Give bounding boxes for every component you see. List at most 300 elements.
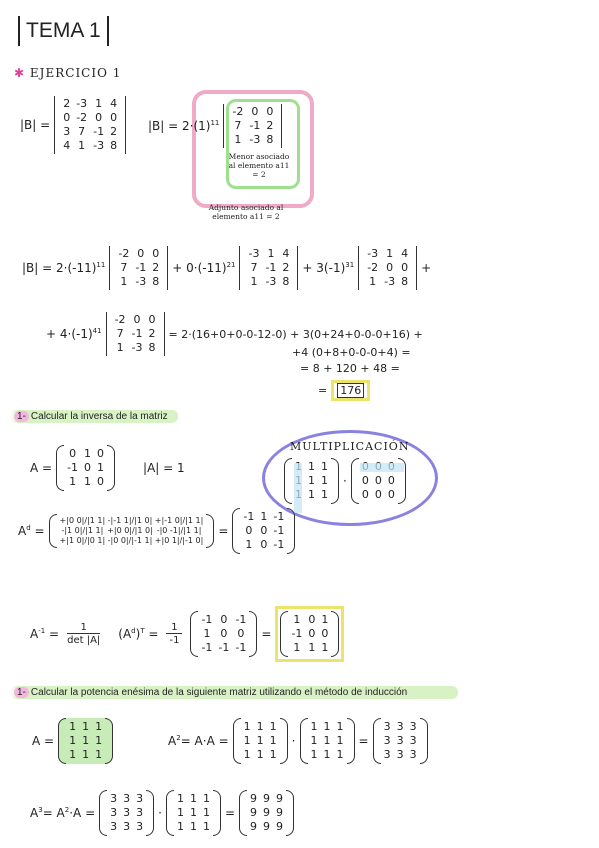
matrix-cell: 0 bbox=[386, 261, 394, 274]
a3-right-matrix bbox=[166, 790, 221, 836]
matrix-cell: -1 bbox=[291, 627, 303, 640]
matrix-cell: 3 bbox=[409, 748, 417, 761]
matrix-cell: 1 bbox=[116, 341, 124, 354]
frac2-num: 1 bbox=[171, 622, 178, 633]
matrix-cell: 1 bbox=[267, 247, 275, 260]
matrix-cell: 3 bbox=[409, 734, 417, 747]
adT-sup: d bbox=[131, 627, 136, 635]
matrix-cell: 3 bbox=[110, 792, 118, 805]
matrix-cell: 1 bbox=[189, 806, 197, 819]
matrix-cell: 8 bbox=[110, 139, 118, 152]
dot-operator-3: · bbox=[158, 806, 162, 820]
matrix-cell: 0 bbox=[69, 447, 77, 460]
exercise-number-badge-2: 1- bbox=[14, 687, 29, 698]
page-title: TEMA 1 bbox=[18, 16, 109, 46]
ad-label: A bbox=[18, 524, 27, 538]
equals-sign: = bbox=[318, 384, 328, 397]
matrix-cell: 1 bbox=[269, 734, 277, 747]
matrix-cell: 0 bbox=[401, 261, 409, 274]
matrix-cell: 3 bbox=[396, 748, 404, 761]
adjoint-result-matrix bbox=[232, 508, 295, 554]
matrix-cell: 1 bbox=[84, 475, 92, 488]
matrix-row bbox=[66, 734, 105, 748]
term-4: + 4·(-1) bbox=[46, 327, 93, 341]
matrix-cell: 1 bbox=[323, 748, 331, 761]
power-heading-text: Calcular la potencia enésima de la siguiente matriz utilizando el método de inducción bbox=[30, 687, 408, 698]
matrix-cell: -1 bbox=[265, 261, 277, 274]
matrix-row bbox=[288, 627, 331, 641]
matrix-cell: 1 bbox=[234, 133, 242, 146]
matrix-row bbox=[107, 806, 146, 820]
matrix-row bbox=[59, 536, 205, 546]
matrix-cell: 1 bbox=[243, 748, 251, 761]
result-line-1: = 2·(16+0+0-0-12-0) + 3(0+24+0-0-0+16) + bbox=[168, 327, 423, 341]
matrix-cell: 1 bbox=[243, 720, 251, 733]
matrix-cell: 1 bbox=[256, 720, 264, 733]
matrix-row bbox=[241, 748, 280, 762]
matrix-cell: 2 bbox=[110, 125, 118, 138]
fraction-1 bbox=[67, 622, 100, 646]
matrix-cell: 4 bbox=[282, 247, 290, 260]
matrix-cell: 1 bbox=[95, 734, 103, 747]
cofactor-matrix-1 bbox=[109, 246, 168, 290]
matrix-cell: 0 bbox=[152, 247, 160, 260]
plus-sign: + bbox=[421, 261, 432, 275]
adT-close: ) bbox=[135, 627, 141, 641]
matrix-cell: -3 bbox=[131, 341, 143, 354]
matrix-cell: -2 bbox=[232, 105, 244, 118]
matrix-row bbox=[107, 792, 146, 806]
matrix-row bbox=[364, 247, 411, 261]
matrix-row bbox=[198, 641, 249, 655]
matrix-cell: 8 bbox=[282, 275, 290, 288]
matrix-cell: 7 bbox=[78, 125, 86, 138]
matrix-cell: 1 bbox=[293, 613, 301, 626]
matrix-cell: 1 bbox=[336, 748, 344, 761]
frac1-den: det |A| bbox=[67, 635, 101, 646]
matrix-cell: 0 bbox=[361, 474, 369, 487]
equals-sign-5: = bbox=[224, 806, 236, 820]
a2-rhs: = A·A = bbox=[180, 734, 229, 748]
a3-result-matrix bbox=[239, 790, 294, 836]
matrix-cell: 0 bbox=[308, 627, 316, 640]
matrix-cell: -1 bbox=[201, 641, 213, 654]
a2-sup: 2 bbox=[176, 734, 181, 742]
matrix-row bbox=[245, 261, 292, 275]
matrix-cell: -1 bbox=[235, 641, 247, 654]
matrix-cell: -1 bbox=[273, 510, 285, 523]
matrix-row bbox=[247, 820, 286, 834]
matrix-cell: 1 bbox=[78, 139, 86, 152]
matrix-row bbox=[229, 105, 276, 119]
power-heading bbox=[10, 686, 458, 699]
matrix-cell: 1 bbox=[321, 474, 328, 487]
matrix-row bbox=[107, 820, 146, 834]
inv-label: A bbox=[30, 627, 39, 641]
multiplication-title: MULTIPLICACIÓN bbox=[290, 440, 410, 453]
matrix-cell: 9 bbox=[250, 806, 258, 819]
t3-exp: 31 bbox=[345, 261, 355, 269]
matrix-cell: +|0 0|/|1 0| bbox=[107, 526, 153, 535]
a3-rhs: ·A = bbox=[69, 806, 96, 820]
a3-mid: = A bbox=[42, 806, 65, 820]
matrix-cell: -3 bbox=[367, 247, 379, 260]
matrix-row bbox=[198, 613, 249, 627]
asterisk-icon: ✱ bbox=[14, 66, 26, 80]
matrix-cell: 1 bbox=[189, 792, 197, 805]
matrix-cell: 1 bbox=[69, 734, 77, 747]
matrix-cell: 0 bbox=[321, 627, 329, 640]
matrix-row bbox=[59, 516, 205, 526]
a-matrix bbox=[56, 445, 115, 491]
matrix-cell: 1 bbox=[69, 720, 77, 733]
matrix-row bbox=[66, 720, 105, 734]
matrix-cell: 1 bbox=[176, 820, 184, 833]
matrix-cell: -2 bbox=[76, 111, 88, 124]
matrix-cell: 3 bbox=[383, 734, 391, 747]
matrix-cell: 9 bbox=[276, 820, 284, 833]
a2-result-matrix bbox=[373, 718, 428, 764]
matrix-cell: 2 bbox=[63, 97, 71, 110]
matrix-row bbox=[60, 97, 120, 111]
expansion-lead: |B| = 2·(-11) bbox=[22, 261, 97, 275]
matrix-cell: 1 bbox=[269, 720, 277, 733]
determinant-result: 176 bbox=[337, 383, 364, 398]
matrix-cell: -1 bbox=[243, 510, 255, 523]
matrix-cell: -2 bbox=[114, 313, 126, 326]
matrix-cell: 1 bbox=[82, 720, 90, 733]
matrix-row bbox=[60, 125, 120, 139]
matrix-cell: 2 bbox=[266, 119, 274, 132]
matrix-row bbox=[60, 111, 120, 125]
matrix-cell: 3 bbox=[123, 806, 131, 819]
matrix-row bbox=[245, 247, 292, 261]
adjoint-note: Adjunto asociado al elemento a11 = 2 bbox=[208, 203, 284, 221]
matrix-row bbox=[240, 538, 287, 552]
adjoint-matrix: $A^d$ = +|0 0|/|1 1| -|-1 1|/|1 0| +|-1 0|/|1 1| -|1 0|/|1 1| +|0 0|/|1 0| -|0 -1|/|1 1| +|1 0|/|0 1| -|0 0|/|-1 1| +|0 1|/|-1 0| = -1 1 -1 0 0 -1 1 0 -1 bbox=[18, 508, 295, 554]
matrix-cell: -1 bbox=[131, 327, 143, 340]
matrix-cell: -1 bbox=[93, 125, 105, 138]
matrix-cell: -3 bbox=[93, 139, 105, 152]
matrix-cell: -|0 -1|/|1 1| bbox=[156, 526, 202, 535]
matrix-cell: 1 bbox=[95, 720, 103, 733]
matrix-cell: 1 bbox=[82, 734, 90, 747]
matrix-row bbox=[60, 139, 120, 153]
matrix-cell: 7 bbox=[250, 261, 258, 274]
matrix-cell: 8 bbox=[148, 341, 156, 354]
ad-sup: d bbox=[26, 524, 31, 532]
matrix-cell: 0 bbox=[84, 461, 92, 474]
matrix-cell: 9 bbox=[276, 806, 284, 819]
matrix-cell: 0 bbox=[220, 613, 228, 626]
matrix-row bbox=[247, 792, 286, 806]
matrix-cell: 3 bbox=[383, 720, 391, 733]
matrix-cell: 0 bbox=[133, 313, 141, 326]
matrix-row bbox=[229, 133, 276, 147]
matrix-row bbox=[59, 526, 205, 536]
equals-sign-3: = bbox=[261, 627, 272, 641]
matrix-cell: 1 bbox=[321, 613, 329, 626]
dot-operator: · bbox=[343, 474, 347, 488]
matrix-row bbox=[112, 341, 159, 355]
matrix-cell: 0 bbox=[63, 111, 71, 124]
cofactor-matrix-3 bbox=[358, 246, 417, 290]
matrix-cell: 0 bbox=[97, 447, 105, 460]
a-cubed-row bbox=[30, 790, 294, 836]
column-highlight bbox=[294, 463, 302, 513]
matrix-cell: 0 bbox=[251, 105, 259, 118]
matrix-cell: 0 bbox=[137, 247, 145, 260]
matrix-cell: 8 bbox=[401, 275, 409, 288]
matrix-cell: 1 bbox=[293, 641, 301, 654]
minor-note: Menor asociado al elemento a11 = 2 bbox=[228, 152, 290, 179]
matrix-cell: 3 bbox=[110, 820, 118, 833]
matrix-cell: 8 bbox=[152, 275, 160, 288]
matrix-row bbox=[364, 261, 411, 275]
matrix-cell: 1 bbox=[308, 474, 315, 487]
det-a: |A| = 1 bbox=[143, 461, 185, 475]
inverse-formula: $A^{-1}$ = 1 det |A| $(A^d)^T$ = $\frac{1}{-1}$ -1 0 -1 1 0 0 -1 -1 -1 = 1 0 1 -1 0 0 1 1 1 bbox=[30, 606, 344, 662]
result-line-3: = 8 + 120 + 48 = bbox=[300, 362, 400, 375]
matrix-cell: 1 bbox=[310, 734, 318, 747]
matrix-cell: 1 bbox=[250, 275, 258, 288]
matrix-cell: -1 bbox=[273, 524, 285, 537]
result-line-2: +4 (0+8+0-0-0+4) = bbox=[292, 346, 411, 359]
matrix-row bbox=[66, 748, 105, 762]
matrix-cell: 1 bbox=[82, 748, 90, 761]
power-matrix-a bbox=[32, 718, 113, 764]
matrix-cell: -3 bbox=[135, 275, 147, 288]
matrix-cell: 0 bbox=[148, 313, 156, 326]
mult-left-matrix bbox=[284, 458, 339, 504]
matrix-cell: 1 bbox=[269, 748, 277, 761]
matrix-cell: 9 bbox=[263, 806, 271, 819]
matrix-row bbox=[359, 474, 398, 488]
matrix-cell: -1 bbox=[249, 119, 261, 132]
matrix-cell: 0 bbox=[260, 524, 268, 537]
matrix-cell: 9 bbox=[263, 820, 271, 833]
matrix-cell: -1 bbox=[201, 613, 213, 626]
matrix-cell: 3 bbox=[409, 720, 417, 733]
matrix-cell: 1 bbox=[120, 275, 128, 288]
matrix-cell: 1 bbox=[69, 475, 77, 488]
matrix-row bbox=[240, 510, 287, 524]
matrix-cell: 3 bbox=[110, 806, 118, 819]
matrix-cell: -|1 0|/|1 1| bbox=[61, 526, 104, 535]
matrix-cell: 1 bbox=[260, 510, 268, 523]
inverse-heading-text: Calcular la inversa de la matriz bbox=[30, 411, 168, 422]
matrix-cell: 2 bbox=[282, 261, 290, 274]
matrix-row bbox=[115, 261, 162, 275]
a-squared-row bbox=[168, 718, 428, 764]
t4-exp: 41 bbox=[92, 327, 102, 335]
matrix-row bbox=[115, 247, 162, 261]
final-result bbox=[318, 380, 370, 401]
matrix-cell: 1 bbox=[84, 447, 92, 460]
matrix-cell: 0 bbox=[308, 613, 316, 626]
matrix-row bbox=[288, 641, 331, 655]
matrix-cell: -1 bbox=[67, 461, 79, 474]
matrix-a bbox=[30, 445, 185, 491]
matrix-row bbox=[381, 748, 420, 762]
matrix-row bbox=[288, 613, 331, 627]
matrix-cell: 3 bbox=[383, 748, 391, 761]
matrix-cell: 1 bbox=[95, 97, 103, 110]
inverse-heading bbox=[10, 410, 178, 423]
matrix-cell: 1 bbox=[336, 720, 344, 733]
matrix-cell: -2 bbox=[118, 247, 130, 260]
matrix-cell: 3 bbox=[136, 792, 144, 805]
matrix-cell: 7 bbox=[234, 119, 242, 132]
b-matrix bbox=[54, 96, 126, 154]
transpose-matrix bbox=[190, 611, 257, 657]
matrix-row bbox=[364, 275, 411, 289]
matrix-row bbox=[64, 475, 107, 489]
matrix-cell: 4 bbox=[110, 97, 118, 110]
matrix-cell: 1 bbox=[176, 806, 184, 819]
cofactor-matrix-2 bbox=[239, 246, 298, 290]
matrix-cell: 1 bbox=[245, 538, 253, 551]
matrix-cell: -1 bbox=[135, 261, 147, 274]
matrix-cell: 3 bbox=[136, 806, 144, 819]
matrix-cell: 1 bbox=[308, 460, 315, 473]
matrix-cell: 3 bbox=[136, 820, 144, 833]
matrix-cell: 0 bbox=[260, 538, 268, 551]
matrix-cell: 0 bbox=[387, 474, 395, 487]
matrix-cell: 1 bbox=[97, 461, 105, 474]
matrix-row bbox=[245, 275, 292, 289]
matrix-cell: 0 bbox=[220, 627, 228, 640]
matrix-cell: 1 bbox=[202, 792, 210, 805]
b-label: |B| = bbox=[20, 118, 51, 132]
matrix-cell: -3 bbox=[76, 97, 88, 110]
step-exponent: 11 bbox=[210, 119, 220, 127]
cofactor-grid bbox=[49, 514, 215, 548]
matrix-row bbox=[64, 461, 107, 475]
expansion-row bbox=[22, 246, 431, 290]
matrix-cell: 8 bbox=[266, 133, 274, 146]
matrix-row bbox=[241, 720, 280, 734]
matrix-cell: 2 bbox=[148, 327, 156, 340]
frac2-den: -1 bbox=[166, 633, 182, 646]
matrix-cell: 1 bbox=[256, 748, 264, 761]
term-3: + 3(-1) bbox=[302, 261, 346, 275]
matrix-cell: 1 bbox=[308, 488, 315, 501]
matrix-cell: 3 bbox=[123, 792, 131, 805]
adT-open: (A bbox=[118, 627, 132, 641]
matrix-cell: 7 bbox=[116, 327, 124, 340]
step-label: |B| = 2·(1) bbox=[148, 119, 211, 133]
matrix-cell: 0 bbox=[110, 111, 118, 124]
equals-sign-2: = bbox=[218, 524, 229, 538]
matrix-cell: -1 bbox=[273, 538, 285, 551]
matrix-row bbox=[198, 627, 249, 641]
matrix-cell: 0 bbox=[387, 488, 395, 501]
matrix-cell: -3 bbox=[384, 275, 396, 288]
matrix-row bbox=[174, 792, 213, 806]
a3-left-matrix bbox=[99, 790, 154, 836]
matrix-cell: 0 bbox=[361, 488, 369, 501]
matrix-row bbox=[359, 488, 398, 502]
a2-right-matrix bbox=[300, 718, 355, 764]
dot-operator-2: · bbox=[291, 734, 296, 748]
lead-exp: 11 bbox=[96, 261, 106, 269]
matrix-cell: +|1 0|/|0 1| bbox=[59, 536, 106, 545]
matrix-cell: 1 bbox=[386, 247, 394, 260]
matrix-cell: -1 bbox=[235, 613, 247, 626]
matrix-row bbox=[115, 275, 162, 289]
matrix-cell: 1 bbox=[95, 748, 103, 761]
exercise-number-badge: 1- bbox=[14, 411, 29, 422]
matrix-row bbox=[240, 524, 287, 538]
matrix-cell: 4 bbox=[401, 247, 409, 260]
matrix-cell: 4 bbox=[63, 139, 71, 152]
matrix-cell: 3 bbox=[396, 720, 404, 733]
exercise-title: EJERCICIO 1 bbox=[29, 66, 122, 80]
a2-left-matrix bbox=[233, 718, 288, 764]
matrix-cell: -2 bbox=[367, 261, 379, 274]
matrix-cell: 1 bbox=[176, 792, 184, 805]
minor-matrix bbox=[223, 104, 282, 148]
matrix-cell: 9 bbox=[263, 792, 271, 805]
matrix-cell: 9 bbox=[250, 792, 258, 805]
matrix-row bbox=[241, 734, 280, 748]
term-2: + 0·(-11) bbox=[172, 261, 227, 275]
matrix-row bbox=[112, 327, 159, 341]
matrix-cell: 9 bbox=[276, 792, 284, 805]
matrix-cell: 3 bbox=[63, 125, 71, 138]
matrix-cell: 1 bbox=[202, 820, 210, 833]
power-a-label: A = bbox=[32, 734, 55, 748]
row-highlight bbox=[360, 463, 404, 472]
matrix-cell: -|0 0|/|-1 1| bbox=[107, 536, 153, 545]
adjoint-step bbox=[148, 104, 282, 148]
matrix-cell: 0 bbox=[374, 474, 382, 487]
matrix-cell: 1 bbox=[310, 720, 318, 733]
matrix-cell: -3 bbox=[249, 133, 261, 146]
power-a-matrix bbox=[58, 718, 113, 764]
inv-equals: = bbox=[49, 627, 60, 641]
equals-sign-4: = bbox=[358, 734, 369, 748]
matrix-cell: 0 bbox=[245, 524, 253, 537]
a3-mid-sup: 2 bbox=[64, 806, 70, 814]
fraction-2 bbox=[166, 622, 182, 646]
matrix-row bbox=[64, 447, 107, 461]
matrix-cell: 1 bbox=[321, 460, 328, 473]
matrix-cell: 1 bbox=[69, 748, 77, 761]
matrix-cell: 1 bbox=[323, 720, 331, 733]
matrix-cell: -|-1 1|/|1 0| bbox=[107, 516, 153, 525]
matrix-row bbox=[308, 734, 347, 748]
matrix-cell: 1 bbox=[202, 806, 210, 819]
b-determinant bbox=[20, 96, 126, 154]
matrix-row bbox=[112, 313, 159, 327]
matrix-cell: 1 bbox=[308, 641, 316, 654]
matrix-row bbox=[174, 806, 213, 820]
matrix-cell: 1 bbox=[321, 488, 328, 501]
matrix-row bbox=[229, 119, 276, 133]
matrix-cell: 3 bbox=[123, 820, 131, 833]
matrix-cell: -3 bbox=[248, 247, 260, 260]
inverse-result-box bbox=[275, 606, 344, 662]
matrix-row bbox=[247, 806, 286, 820]
matrix-cell: 3 bbox=[396, 734, 404, 747]
a3-label: A bbox=[30, 806, 39, 820]
matrix-row bbox=[308, 720, 347, 734]
inv-sup: -1 bbox=[38, 627, 46, 635]
matrix-cell: 0 bbox=[374, 488, 382, 501]
matrix-cell: 0 bbox=[97, 475, 105, 488]
